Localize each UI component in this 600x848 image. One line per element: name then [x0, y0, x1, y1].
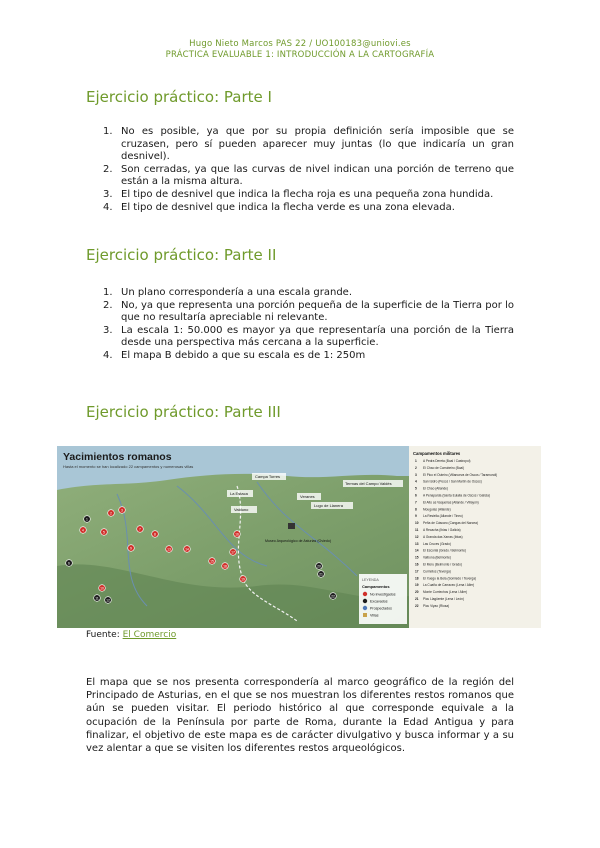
legend-label: Villas	[370, 613, 379, 618]
list-item: 3. La escala 1: 50.000 es mayor ya que representaría una porción de la Tierra desde una perspectiva más cercana a la superficie.	[103, 324, 514, 349]
list-item: 4. El tipo de desnivel que indica la flecha verde es una zona elevada.	[103, 201, 455, 213]
part2-list	[86, 287, 514, 363]
camp-number: 2	[415, 465, 417, 470]
part3-paragraph: El mapa que se nos presenta correspondería al marco geográfico de la región del Principado de Asturias, en el que se nos muestran los diferentes restos romanos que aún se pueden visitar. El periodo histórico al que corresponde equivale a la ocupación de la Península por parte de Roma, durante la Edad Antigua y para finalizar, el objetivo de este mapa es de carácter divulgativo y busca informar y a su vez alentar a que se visiten los diferentes restos arqueológicos.	[86, 677, 514, 755]
camp-number: 11	[415, 528, 419, 532]
part3-title: Ejercicio práctico: Parte III	[86, 403, 281, 421]
place-label: Valduno	[234, 507, 249, 512]
header-author-line: Hugo Nieto Marcos PAS 22 / UO100183@uniovi.es	[189, 39, 411, 49]
camp-number: 19	[415, 583, 419, 588]
camp-name: El Chao de Carrubeiro (Boal)	[423, 465, 465, 470]
camp-number: 21	[415, 597, 419, 601]
camp-name: A Penaparda (Santa Eulalia de Oscos / Galicia)	[423, 493, 490, 498]
camp-number: 6	[415, 493, 417, 498]
camp-number: 18	[415, 576, 419, 581]
camp-name: Peña de Cáscaro (Cangas del Narcea)	[423, 521, 478, 526]
camp-name: El Pico el Outeiro (Villanueva de Oscos / Taramundi)	[423, 472, 498, 477]
camp-name: El Alto as Vaqueiras (Allande / Villayón)	[423, 500, 479, 505]
place-label: La Estaca	[230, 491, 248, 496]
site-marker-number: 13	[167, 547, 171, 552]
place-label: Termas del Campo Valdés	[345, 481, 392, 486]
camp-number: 1	[415, 459, 417, 463]
camp-name: A Granda das Xarras (Ibias)	[423, 534, 463, 539]
legend-swatch	[363, 613, 367, 617]
camp-number: 13	[415, 541, 419, 546]
camp-number: 15	[415, 555, 419, 560]
site-marker-number: 12	[106, 598, 110, 603]
legend-title: LEYENDA	[362, 578, 379, 582]
site-marker-number: 22	[331, 594, 335, 599]
part1-list	[86, 126, 514, 214]
list-item: 2. Son cerradas, ya que las curvas de nivel indican una porción de terreno que están a la misma altura.	[103, 163, 514, 188]
camp-number: 4	[415, 479, 417, 484]
camp-number: 10	[415, 521, 419, 526]
site-marker-number: 16	[235, 532, 239, 537]
site-marker-number: 15	[210, 559, 214, 564]
list-item: 2. No, ya que representa una porción pequeña de la superficie de la Tierra por lo que no resultaría apreciable ni relevante.	[103, 299, 514, 324]
camp-name: A Recacha (Ibias / Galicia)	[423, 528, 461, 532]
camp-name: El Xuegu la Bola (Somiedo / Teverga)	[423, 576, 477, 581]
museum-icon	[288, 523, 295, 529]
camp-number: 22	[415, 603, 419, 608]
camp-name: San Isidro (Pesoz / San Martín de Oscos)	[423, 479, 482, 484]
camp-number: 5	[415, 486, 417, 491]
source-link[interactable]: El Comercio	[122, 630, 177, 640]
legend-label: Prospectados	[370, 606, 392, 611]
place-label: Veranes	[300, 494, 315, 499]
camp-name: El Moru (Belmonte / Grado)	[423, 562, 462, 567]
legend-subtitle: Campamentos	[362, 584, 390, 589]
legend-swatch	[363, 592, 367, 596]
site-marker-number: 18	[223, 564, 227, 569]
roman-sites-map	[57, 446, 541, 628]
camp-name: Picu Llagüente (Lena / León)	[423, 597, 464, 601]
site-marker-number: 1	[86, 517, 88, 522]
legend-box	[359, 574, 407, 624]
site-marker-number: 7	[139, 527, 141, 532]
site-marker-number: 3	[121, 508, 123, 513]
site-marker-number: 11	[95, 596, 99, 601]
legend-label: Excavados	[370, 599, 388, 604]
site-marker-number: 4	[82, 528, 84, 533]
part2-title: Ejercicio práctico: Parte II	[86, 246, 277, 264]
site-marker-number: 8	[154, 532, 156, 537]
place-label: Campa Torres	[255, 474, 281, 479]
camp-number: 8	[415, 507, 417, 512]
camp-number: 12	[415, 534, 419, 539]
site-marker-number: 17	[231, 550, 235, 555]
camp-name: Valbona (Belmonte)	[423, 555, 451, 560]
list-item: 1. No es posible, ya que por su propia definición sería imposible que se cruzasen, pero sí pueden aparecer muy juntas (lo que indicaría un gran desnivel).	[103, 126, 514, 163]
map-subtitle: Hasta el momento se han localizado 22 campamentos y numerosas villas	[63, 464, 194, 469]
place-label: Lugo de Llanera	[314, 503, 343, 508]
site-marker-number: 5	[103, 530, 105, 535]
figure-source: Fuente: El Comercio	[86, 630, 177, 640]
map-title: Yacimientos romanos	[63, 451, 172, 463]
site-marker-number: 21	[319, 572, 323, 577]
site-marker-number: 19	[241, 577, 245, 582]
camp-number: 3	[415, 472, 417, 477]
camp-name: Las Cruces (Grado)	[423, 541, 451, 546]
camp-number: 16	[415, 562, 419, 567]
camp-name: Picu Viyao (Riosa)	[423, 603, 450, 608]
camps-title: Campamentos militares	[413, 451, 461, 456]
site-marker-number: 10	[100, 586, 104, 591]
camp-name: El Escorial (Grado / Belmonte)	[423, 548, 467, 553]
list-item: 3. El tipo de desnivel que indica la flecha roja es una pequeña zona hundida.	[103, 188, 494, 200]
camp-number: 14	[415, 548, 419, 553]
camp-number: 7	[415, 500, 417, 505]
site-marker-number: 9	[130, 546, 132, 551]
camp-name: La Resiella (Allande / Tineo)	[423, 514, 463, 519]
legend-swatch	[363, 606, 367, 610]
list-item: 4. El mapa B debido a que su escala es de 1: 250m	[103, 349, 366, 361]
camp-number: 20	[415, 590, 419, 595]
site-marker-number: 20	[317, 564, 321, 569]
site-marker-number: 2	[110, 511, 112, 516]
camp-number: 17	[415, 569, 419, 574]
camp-name: Monte Curriechos (Lena / Aller)	[423, 590, 468, 595]
camp-name: A Pedra Dereta (Boal / Castropol)	[423, 459, 471, 463]
part1-title: Ejercicio práctico: Parte I	[86, 88, 272, 106]
camp-number: 9	[415, 514, 417, 519]
legend-swatch	[363, 599, 367, 603]
place-label: Museo Arqueológico de Asturias (Oviedo)	[265, 539, 332, 543]
header-course-line: PRÁCTICA EVALUABLE 1: INTRODUCCIÓN A LA CARTOGRAFÍA	[165, 50, 435, 60]
list-item: 1. Un plano correspondería a una escala grande.	[103, 287, 352, 298]
site-marker-number: 6	[68, 561, 70, 566]
camp-name: Curriellos (Teverga)	[423, 569, 451, 574]
site-marker-number: 14	[185, 547, 189, 552]
camp-name: La Cuaña de Carraceo (Lena / Aller)	[423, 583, 475, 588]
camp-name: El Chao (Allande)	[423, 486, 448, 491]
camp-name: Mouguías (Allande)	[423, 507, 451, 512]
legend-label: No investigados	[370, 592, 396, 597]
